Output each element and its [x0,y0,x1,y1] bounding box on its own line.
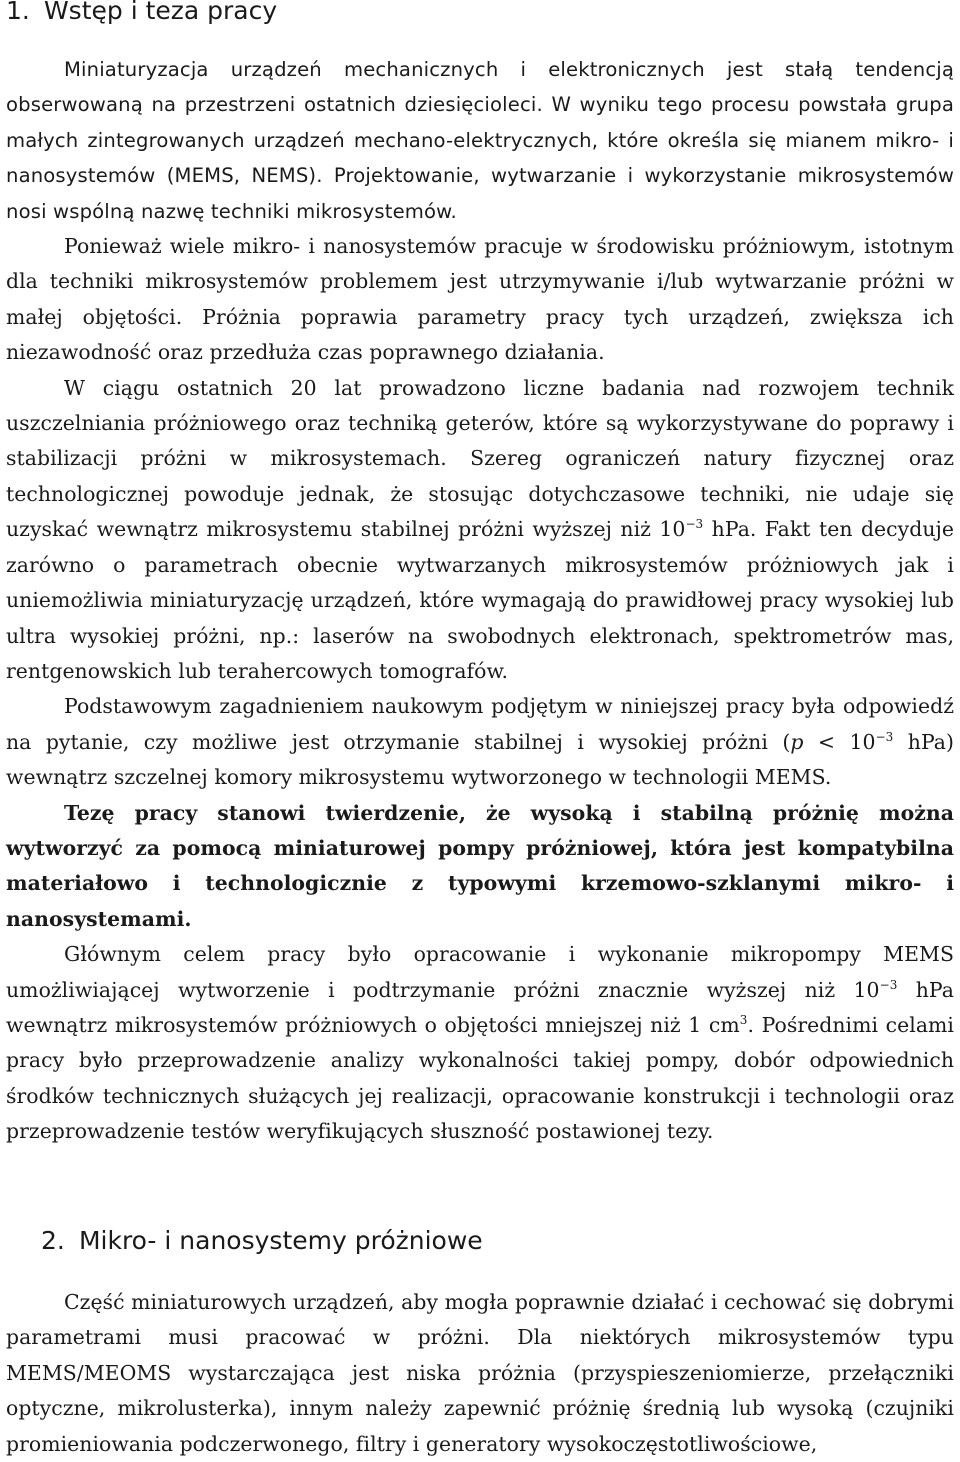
section-number-1: 1. [6,0,30,25]
section-2-paragraph-1-text: Część miniaturowych urządzeń, aby mogła poprawnie działać i cechować się dobrymi parametrami musi pracować w próżni. Dla niektórych mikrosystemów typu MEMS/MEOMS wystarczająca jest niska próżnia (przyspieszeniomierze, przełączniki optyczne, mikrolusterka), innym należy zapewnić próżnię średnią lub wysoką (czujniki promieniowania podczerwonego, filtry i generatory wysokoczęstotliwościowe, [6,1290,954,1456]
pressure-variable: p [790,729,804,754]
paragraph-4 [6,689,954,795]
paragraph-4-text-a: Podstawowym zagadnieniem naukowym podjętym w niniejszej pracy była odpowiedź na pytanie, czy możliwe jest otrzymanie stabilnej i wysokiej próżni ( [6,694,954,754]
section-number-2: 2. [41,1226,65,1255]
section-2-paragraph-1 [6,1285,954,1462]
exponent: −3 [879,977,898,992]
paragraph-3-text-a: W ciągu ostatnich 20 lat prowadzono liczne badania nad rozwojem technik uszczelniania próżniowego oraz techniką geterów, które są wykorzystywane do poprawy i stabilizacji próżni w mikrosystemach. Szereg ograniczeń natury fizycznej oraz technologicznej powoduje jednak, że stosując dotychczasowe techniki, nie udaje się uzyskać wewnątrz mikrosystemu stabilnej próżni wyższej niż 10 [6,375,954,542]
paragraph-6-text-a: Głównym celem pracy było opracowanie i wykonanie mikropompy MEMS umożliwiającej wytworzenie i podtrzymanie próżni znacznie wyższej niż 10 [6,942,954,1002]
exponent-cubic: 3 [739,1012,748,1027]
paragraph-3-text-b: hPa. Fakt ten decyduje zarówno o parametrach obecnie wytwarzanych mikrosystemów próżniowych jak i uniemożliwia miniaturyzację urządzeń, które wymagają do prawidłowej pracy wysokiej lub ultra wysokiej próżni, np.: laserów na swobodnych elektronach, spektrometrów mas, rentgenowskich lub terahercowych tomografów. [6,517,954,683]
section-heading-1 [6,0,277,26]
paragraph-2-text: Ponieważ wiele mikro- i nanosystemów pracuje w środowisku próżniowym, istotnym dla techniki mikrosystemów problemem jest utrzymywanie i/lub wytwarzanie próżni w małej objętości. Próżnia poprawia parametry pracy tych urządzeń, zwiększa ich niezawodność oraz przedłuża czas poprawnego działania. [6,234,954,365]
paragraph-6-text-c: . Pośrednimi celami pracy było przeprowadzenie analizy wykonalności takiej pompy, dobór odpowiednich środków technicznych służących jej realizacji, opracowanie konstrukcji i technologii oraz przeprowadzenie testów weryfikujących słuszność postawionej tezy. [6,1012,954,1144]
thesis-text: Tezę pracy stanowi twierdzenie, że wysoką i stabilną próżnię można wytworzyć za pomocą miniaturowej pompy próżniowej, która jest kompatybilna materiałowo i technologicznie z typowymi krzemowo-szklanymi mikro- i nanosystemami. [6,800,954,931]
paragraph-6-text-b: hPa wewnątrz mikrosystemów próżniowych o objętości mniejszej niż 1 cm [6,977,954,1037]
paragraph-1 [6,52,954,229]
section-heading-2 [41,1226,483,1256]
paragraph-4-text-b: < 10 [803,729,876,754]
section-title-2: Mikro- i nanosystemy próżniowe [78,1226,483,1255]
exponent: −3 [685,517,704,532]
section-2-body [6,1285,954,1462]
paragraph-4-text-c: hPa) wewnątrz szczelnej komory mikrosystemu wytworzonego w technologii MEMS. [6,729,955,790]
paragraph-3 [6,371,954,690]
paragraph-6 [6,937,954,1149]
paragraph-2 [6,229,954,371]
section-title-1: Wstęp i teza pracy [43,0,278,25]
paragraph-1-text: Miniaturyzacja urządzeń mechanicznych i elektronicznych jest stałą tendencją obserwowaną na przestrzeni ostatnich dziesięcioleci. W wyniku tego procesu powstała grupa małych zintegrowanych urządzeń mechano-elektrycznych, które określa się mianem mikro- i nanosystemów (MEMS, NEMS). Projektowanie, wytwarzanie i wykorzystanie mikrosystemów nosi wspólną nazwę techniki mikrosystemów. [6,58,954,223]
exponent: −3 [875,729,894,744]
section-1-body [6,52,954,1150]
thesis-statement [6,796,954,938]
